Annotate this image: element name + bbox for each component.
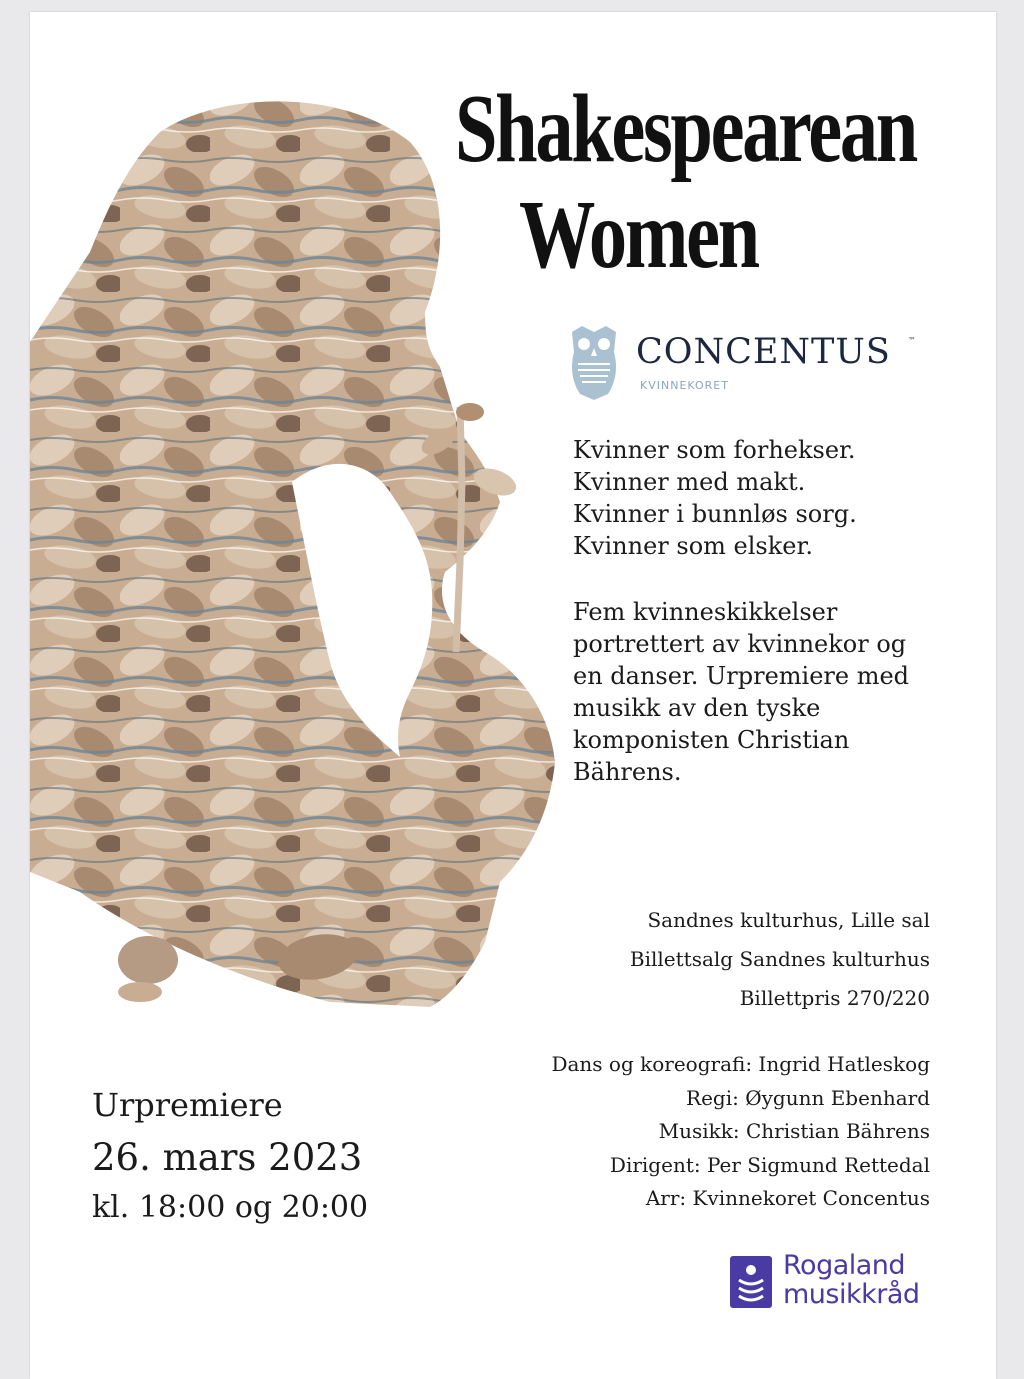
venue-location: Sandnes kulturhus, Lille sal bbox=[647, 908, 930, 932]
tagline-line: Kvinner i bunnløs sorg. bbox=[573, 500, 857, 528]
venue-info bbox=[630, 901, 930, 1018]
description bbox=[573, 596, 973, 788]
premiere-time: kl. 18:00 og 20:00 bbox=[92, 1190, 369, 1225]
credit-line: Arr: Kvinnekoret Concentus bbox=[645, 1186, 930, 1210]
credit-line: Musikk: Christian Bährens bbox=[658, 1119, 930, 1143]
ticket-sales: Billettsalg Sandnes kulturhus bbox=[629, 947, 930, 971]
credit-line: Dans og koreografi: Ingrid Hatleskog bbox=[551, 1052, 930, 1076]
event-title bbox=[455, 75, 975, 289]
event-poster bbox=[30, 12, 996, 1379]
credit-line: Dirigent: Per Sigmund Rettedal bbox=[609, 1152, 930, 1177]
premiere-date: 26. mars 2023 bbox=[92, 1136, 363, 1179]
concentus-logo bbox=[564, 318, 944, 406]
premiere-info bbox=[92, 1086, 368, 1236]
logo-trademark: ™ bbox=[908, 336, 916, 345]
credit-line: Regi: Øygunn Ebenhard bbox=[686, 1085, 930, 1110]
sponsor-logo bbox=[730, 1250, 950, 1320]
rogaland-musikkrad-icon bbox=[730, 1256, 772, 1308]
title-line-2: Women bbox=[519, 181, 758, 289]
description-line: Bährens. bbox=[573, 758, 682, 786]
ticket-price: Billettpris 270/220 bbox=[739, 986, 930, 1010]
tagline-line: Kvinner som forhekser. bbox=[573, 436, 856, 464]
title-line-1: Shakespearean bbox=[455, 75, 916, 183]
description-line: en danser. Urpremiere med bbox=[573, 662, 910, 690]
sponsor-line-2: musikkråd bbox=[783, 1279, 920, 1310]
credits bbox=[551, 1048, 930, 1216]
tagline bbox=[573, 434, 857, 562]
sponsor-line-1: Rogaland bbox=[783, 1250, 906, 1281]
owl-icon bbox=[564, 322, 624, 402]
tagline-line: Kvinner som elsker. bbox=[573, 532, 813, 560]
tagline-line: Kvinner med makt. bbox=[573, 468, 806, 496]
logo-subtitle: KVINNEKORET bbox=[640, 379, 729, 392]
premiere-label: Urpremiere bbox=[92, 1086, 283, 1124]
description-line: musikk av den tyske bbox=[573, 694, 821, 722]
sponsor-name bbox=[783, 1251, 920, 1309]
description-line: Fem kvinneskikkelser bbox=[573, 598, 838, 626]
description-line: komponisten Christian bbox=[573, 726, 850, 754]
logo-name: CONCENTUS bbox=[636, 332, 891, 372]
description-line: portrettert av kvinnekor og bbox=[573, 630, 907, 658]
